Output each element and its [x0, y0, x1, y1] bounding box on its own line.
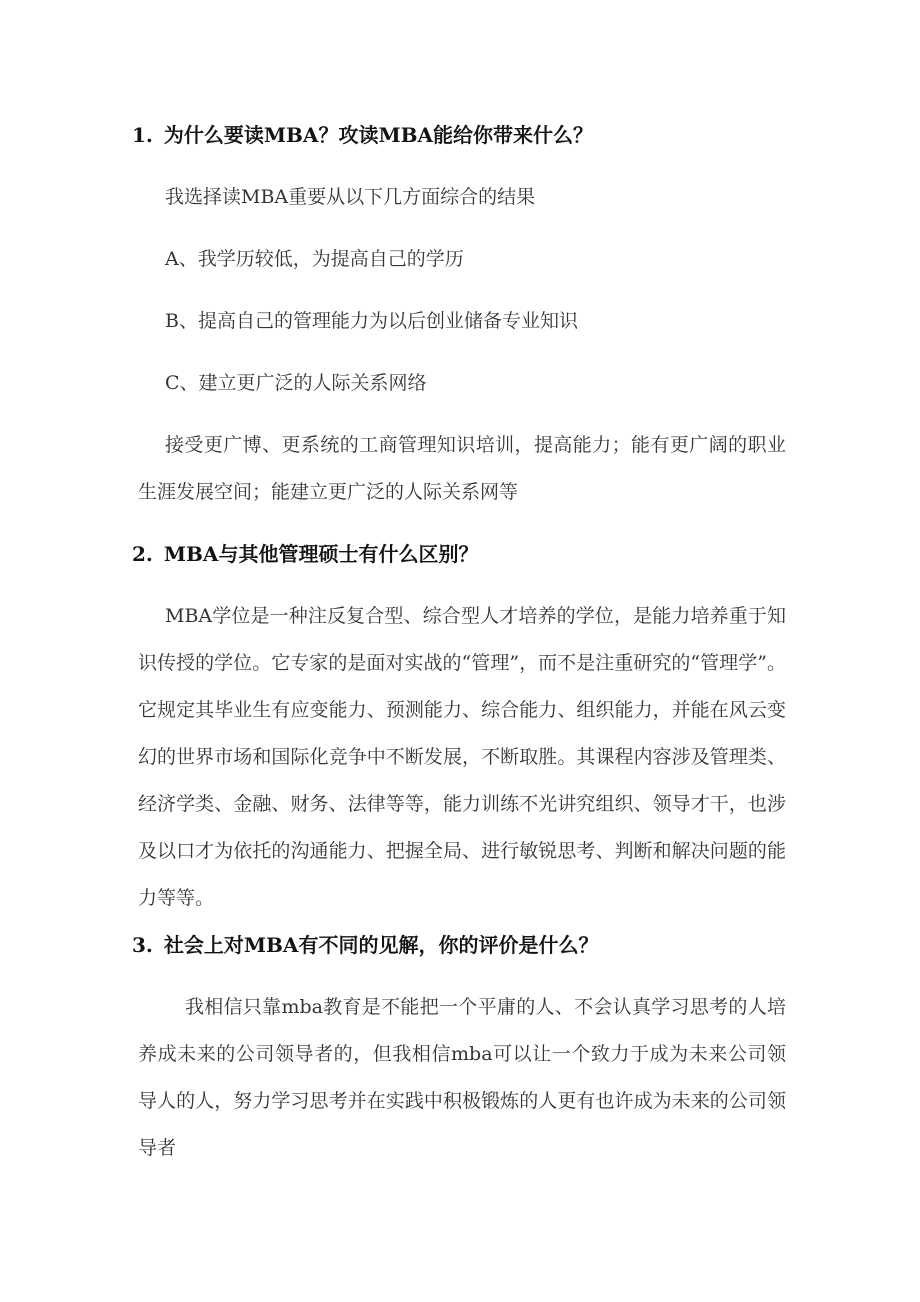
option-item: B、提高自己的管理能力为以后创业储备专业知识 — [165, 310, 578, 332]
question-heading — [132, 112, 786, 159]
answer-paragraph: 接受更广博、更系统的工商管理知识培训，提高能力；能有更广阔的职业生涯发展空间；能建立更广泛的人际关系网等 — [138, 434, 786, 503]
answer-paragraph: 我选择读MBA重要从以下几方面综合的结果 — [165, 186, 536, 208]
question-text: 为什么要读MBA？攻读MBA能给你带来什么？ — [163, 123, 594, 147]
option-item: C、建立更广泛的人际关系网络 — [165, 372, 427, 394]
question-number: 1. — [132, 123, 153, 147]
answer-paragraph: MBA学位是一种注反复合型、综合型人才培养的学位，是能力培养重于知识传授的学位。它专家的是面对实战的“管理”，而不是注重研究的“管理学”。它规定其毕业生有应变能力、预测能力、综合能力、组织能力，并能在风云变幻的世界市场和国际化竞争中不断发展，不断取胜。其课程内容涉及管理类、经济学类、金融、财务、法律等等，能力训练不光讲究组织、领导才干，也涉及以口才为依托的沟通能力、把握全局、进行敏锐思考、判断和解决问题的能力等等。 — [138, 605, 786, 909]
document-body — [132, 112, 786, 1187]
question-heading — [132, 531, 786, 578]
question-heading — [132, 922, 786, 969]
question-text: 社会上对MBA有不同的见解，你的评价是什么？ — [163, 933, 599, 957]
question-text: MBA与其他管理硕士有什么区别？ — [163, 542, 479, 566]
option-item: A、我学历较低，为提高自己的学历 — [165, 248, 464, 270]
question-number: 2. — [132, 542, 153, 566]
question-number: 3. — [132, 933, 153, 957]
answer-paragraph: 我相信只靠mba教育是不能把一个平庸的人、不会认真学习思考的人培养成未来的公司领导者的，但我相信mba可以让一个致力于成为未来公司领导人的人，努力学习思考并在实践中积极锻炼的人更有也许成为未来的公司领导者 — [138, 996, 786, 1159]
